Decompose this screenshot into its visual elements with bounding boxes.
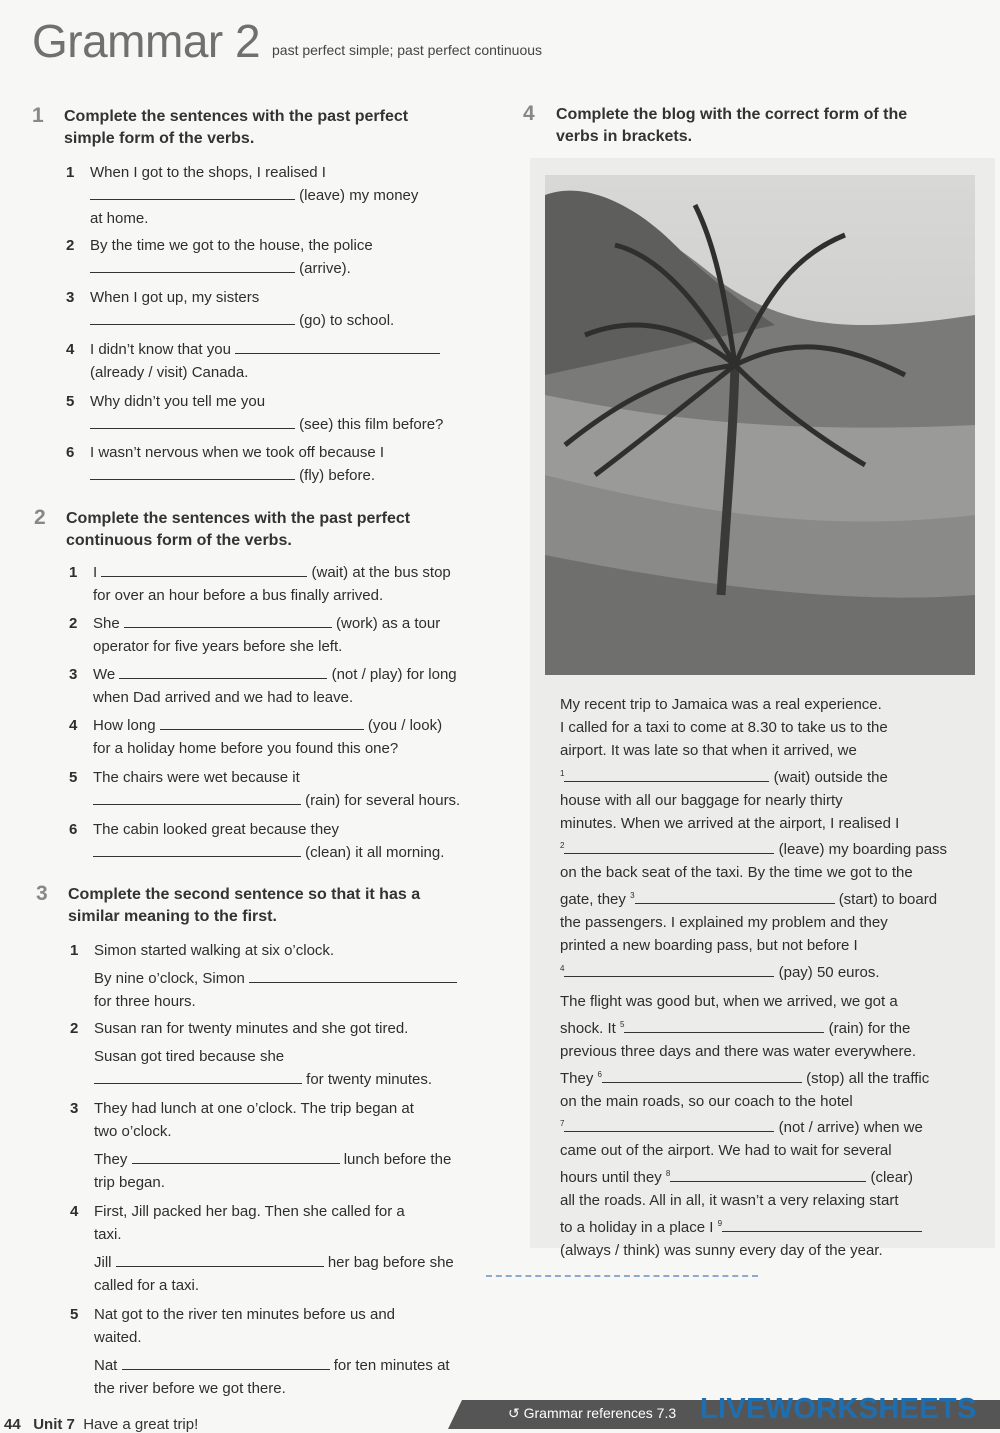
arrow-circle-icon: ↺ [508, 1405, 520, 1421]
item-text: I [93, 564, 98, 581]
liveworksheets-logo: LIVEWORKSHEETS [700, 1393, 977, 1425]
item-text: the river before we got there. [94, 1380, 286, 1397]
item-text: for a holiday home before you found this one? [93, 740, 399, 757]
gap-number: 8 [665, 1169, 671, 1179]
item-number: 4 [66, 341, 75, 358]
gap-number: 4 [560, 963, 565, 973]
gap-number: 2 [560, 841, 565, 851]
page-subtitle: past perfect simple; past perfect continuous [272, 42, 543, 58]
heading-line: similar meaning to the first. [68, 908, 277, 925]
blog-line: all the roads. All in all, it wasn’t a very relaxing start [560, 1192, 899, 1210]
heading-line: Complete the second sentence so that it has a [68, 886, 421, 903]
exercise-3-heading [68, 884, 420, 928]
item-number: 2 [66, 237, 75, 254]
answer-blank[interactable] [94, 1068, 302, 1084]
blog-line: (wait) outside the [773, 768, 888, 786]
blog-line: house with all our baggage for nearly thirty [560, 791, 843, 809]
item-text: (see) this film before? [299, 416, 444, 433]
item-text: for over an hour before a bus finally arrived. [93, 587, 384, 604]
answer-blank[interactable] [93, 789, 301, 805]
item-text: They [94, 1151, 128, 1168]
ex2-item-5 [69, 766, 493, 812]
blog-text [560, 694, 980, 1263]
answer-blank[interactable] [624, 1017, 824, 1033]
answer-blank[interactable] [90, 184, 295, 200]
ex1-item-2 [66, 234, 470, 280]
item-text: her bag before she [327, 1254, 454, 1271]
heading-line: simple form of the verbs. [64, 130, 255, 147]
answer-blank[interactable] [635, 888, 835, 904]
item-text: (already / visit) Canada. [90, 364, 249, 381]
ex2-item-6 [69, 818, 493, 864]
blog-line: shock. It [560, 1019, 616, 1037]
item-text: two o’clock. [94, 1123, 172, 1140]
blog-line: gate, they [560, 891, 626, 909]
item-number: 6 [66, 444, 75, 461]
blog-line: (clear) [870, 1169, 914, 1187]
item-number: 5 [70, 1306, 79, 1323]
heading-line: Complete the blog with the correct form of the [556, 106, 908, 123]
exercise-1-number: 1 [32, 104, 44, 127]
item-number: 3 [70, 1100, 79, 1117]
exercise-1-heading [64, 106, 408, 150]
item-text: I didn’t know that you [90, 341, 231, 358]
answer-blank[interactable] [132, 1148, 340, 1164]
item-text: (arrive). [299, 260, 351, 277]
ex1-item-3 [66, 286, 470, 332]
gap-number: 1 [560, 768, 565, 778]
blog-line: previous three days and there was water everywhere. [560, 1042, 917, 1060]
exercise-3-number: 3 [36, 882, 48, 905]
item-text: at home. [90, 210, 149, 227]
answer-blank[interactable] [90, 464, 295, 480]
answer-blank[interactable] [602, 1067, 802, 1083]
item-text: The cabin looked great because they [93, 821, 339, 838]
page-footer [4, 1416, 198, 1433]
item-text: (work) as a tour [336, 615, 441, 632]
blog-line: printed a new boarding pass, but not before I [560, 937, 858, 955]
page-title: Grammar 2 [32, 15, 261, 67]
item-text: for twenty minutes. [306, 1071, 433, 1088]
item-text: (leave) my money [299, 187, 419, 204]
ex2-item-3 [69, 663, 493, 709]
item-text: When I got up, my sisters [90, 289, 260, 306]
ex3-item-2 [70, 1017, 494, 1091]
answer-blank[interactable] [564, 1116, 774, 1132]
item-text: (clean) it all morning. [305, 844, 445, 861]
item-text: (go) to school. [299, 312, 395, 329]
gap-number: 3 [630, 891, 635, 901]
item-number: 3 [66, 289, 75, 306]
unit-label: Unit 7 [33, 1416, 75, 1433]
item-number: 1 [69, 564, 78, 581]
grammar-reference-label: Grammar references 7.3 [523, 1405, 677, 1421]
item-text: (not / play) for long [331, 666, 457, 683]
blog-line: the passengers. I explained my problem and they [560, 914, 888, 932]
item-text: Nat [94, 1357, 118, 1374]
item-text: The chairs were wet because it [93, 769, 300, 786]
item-text: Jill [94, 1254, 112, 1271]
ex3-item-1 [70, 939, 494, 1013]
item-number: 4 [70, 1203, 79, 1220]
heading-line: Complete the sentences with the past perfect [66, 510, 411, 527]
answer-blank[interactable] [90, 257, 295, 273]
heading-line: verbs in brackets. [556, 128, 693, 145]
blog-line: My recent trip to Jamaica was a real experience. [560, 696, 882, 713]
blog-line: on the main roads, so our coach to the hotel [560, 1092, 853, 1110]
item-text: First, Jill packed her bag. Then she called for a [94, 1203, 405, 1220]
answer-blank[interactable] [90, 413, 295, 429]
page-number: 44 [4, 1416, 21, 1433]
blog-line: They [560, 1069, 594, 1087]
answer-blank[interactable] [116, 1251, 324, 1267]
answer-blank[interactable] [564, 961, 774, 977]
blog-line: hours until they [560, 1169, 662, 1187]
item-text: (rain) for several hours. [305, 792, 461, 809]
item-text: waited. [94, 1329, 142, 1346]
ex2-item-2 [69, 612, 493, 658]
answer-blank[interactable] [101, 561, 307, 577]
item-text: trip began. [94, 1174, 165, 1191]
exercise-4-heading [556, 104, 907, 148]
item-number: 1 [66, 164, 75, 181]
ex3-item-5 [70, 1303, 494, 1400]
item-number: 3 [69, 666, 78, 683]
exercise-2-number: 2 [34, 506, 46, 529]
blog-line: (stop) all the traffic [806, 1069, 930, 1087]
item-number: 4 [69, 717, 78, 734]
item-text: When I got to the shops, I realised I [90, 164, 326, 181]
blog-line: (not / arrive) when we [778, 1119, 923, 1137]
answer-blank[interactable] [564, 766, 769, 782]
item-text: (wait) at the bus stop [311, 564, 451, 581]
blog-line: airport. It was late so that when it arrived, we [560, 741, 857, 759]
item-number: 6 [69, 821, 78, 838]
item-number: 1 [70, 942, 79, 959]
item-text: for three hours. [94, 993, 196, 1010]
heading-line: continuous form of the verbs. [66, 532, 292, 549]
answer-blank[interactable] [122, 1354, 330, 1370]
answer-blank[interactable] [235, 338, 440, 354]
blog-line: I called for a taxi to come at 8.30 to take us to the [560, 718, 888, 736]
ex1-item-6 [66, 441, 480, 487]
item-text: Why didn’t you tell me you [90, 393, 266, 410]
blog-line: (always / think) was sunny every day of the year. [560, 1241, 883, 1259]
exercise-2-heading [66, 508, 410, 552]
ex2-item-1 [69, 561, 493, 607]
ex2-item-4 [69, 714, 493, 760]
item-text: We [93, 666, 116, 683]
item-text: Simon started walking at six o’clock. [94, 942, 335, 959]
item-text: taxi. [94, 1226, 122, 1243]
item-text: Susan got tired because she [94, 1048, 285, 1065]
blog-line: came out of the airport. We had to wait for several [560, 1142, 892, 1160]
heading-line: Complete the sentences with the past perfect [64, 108, 409, 125]
ex1-item-1 [66, 161, 470, 230]
blog-line: (start) to board [838, 891, 938, 909]
dashed-divider [486, 1275, 758, 1277]
answer-blank[interactable] [564, 838, 774, 854]
item-text: How long [93, 717, 156, 734]
item-text: called for a taxi. [94, 1277, 200, 1294]
item-text: They had lunch at one o’clock. The trip began at [94, 1100, 414, 1117]
gap-number: 5 [620, 1019, 625, 1029]
item-number: 2 [70, 1020, 79, 1037]
answer-blank[interactable] [119, 663, 327, 679]
blog-line: The flight was good but, when we arrived, we got a [560, 992, 898, 1010]
answer-blank[interactable] [722, 1216, 922, 1232]
grammar-reference-link[interactable] [508, 1405, 676, 1422]
item-number: 2 [69, 615, 78, 632]
answer-blank[interactable] [90, 309, 295, 325]
ex1-item-4 [66, 338, 480, 384]
answer-blank[interactable] [124, 612, 332, 628]
ex1-item-5 [66, 390, 480, 436]
answer-blank[interactable] [670, 1166, 866, 1182]
blog-line: (pay) 50 euros. [778, 963, 880, 981]
item-text: (fly) before. [299, 467, 376, 484]
blog-line: on the back seat of the taxi. By the time we got to the [560, 864, 913, 882]
blog-line: to a holiday in a place I [560, 1219, 714, 1237]
item-number: 5 [66, 393, 75, 410]
item-text: Nat got to the river ten minutes before us and [94, 1306, 396, 1323]
item-text: (you / look) [367, 717, 443, 734]
unit-title: Have a great trip! [83, 1416, 199, 1433]
exercise-4-number: 4 [523, 102, 535, 125]
item-text: Susan ran for twenty minutes and she got tired. [94, 1020, 409, 1037]
item-text: when Dad arrived and we had to leave. [93, 689, 354, 706]
item-text: I wasn’t nervous when we took off because I [90, 444, 385, 461]
answer-blank[interactable] [160, 714, 364, 730]
item-text: By nine o’clock, Simon [94, 970, 245, 987]
palm-tree-photo [545, 175, 975, 675]
blog-line: (rain) for the [828, 1019, 911, 1037]
answer-blank[interactable] [249, 967, 457, 983]
answer-blank[interactable] [93, 841, 301, 857]
blog-line: minutes. When we arrived at the airport, I realised I [560, 814, 900, 832]
item-text: operator for five years before she left. [93, 638, 343, 655]
gap-number: 9 [717, 1219, 723, 1229]
item-text: lunch before the [343, 1151, 452, 1168]
ex3-item-3 [70, 1097, 494, 1194]
item-text: for ten minutes at [333, 1357, 450, 1374]
item-text: By the time we got to the house, the police [90, 237, 373, 254]
ex3-item-4 [70, 1200, 494, 1297]
blog-line: (leave) my boarding pass [778, 841, 948, 859]
item-text: She [93, 615, 120, 632]
item-number: 5 [69, 769, 78, 786]
gap-number: 7 [560, 1119, 565, 1129]
gap-number: 6 [597, 1069, 602, 1079]
